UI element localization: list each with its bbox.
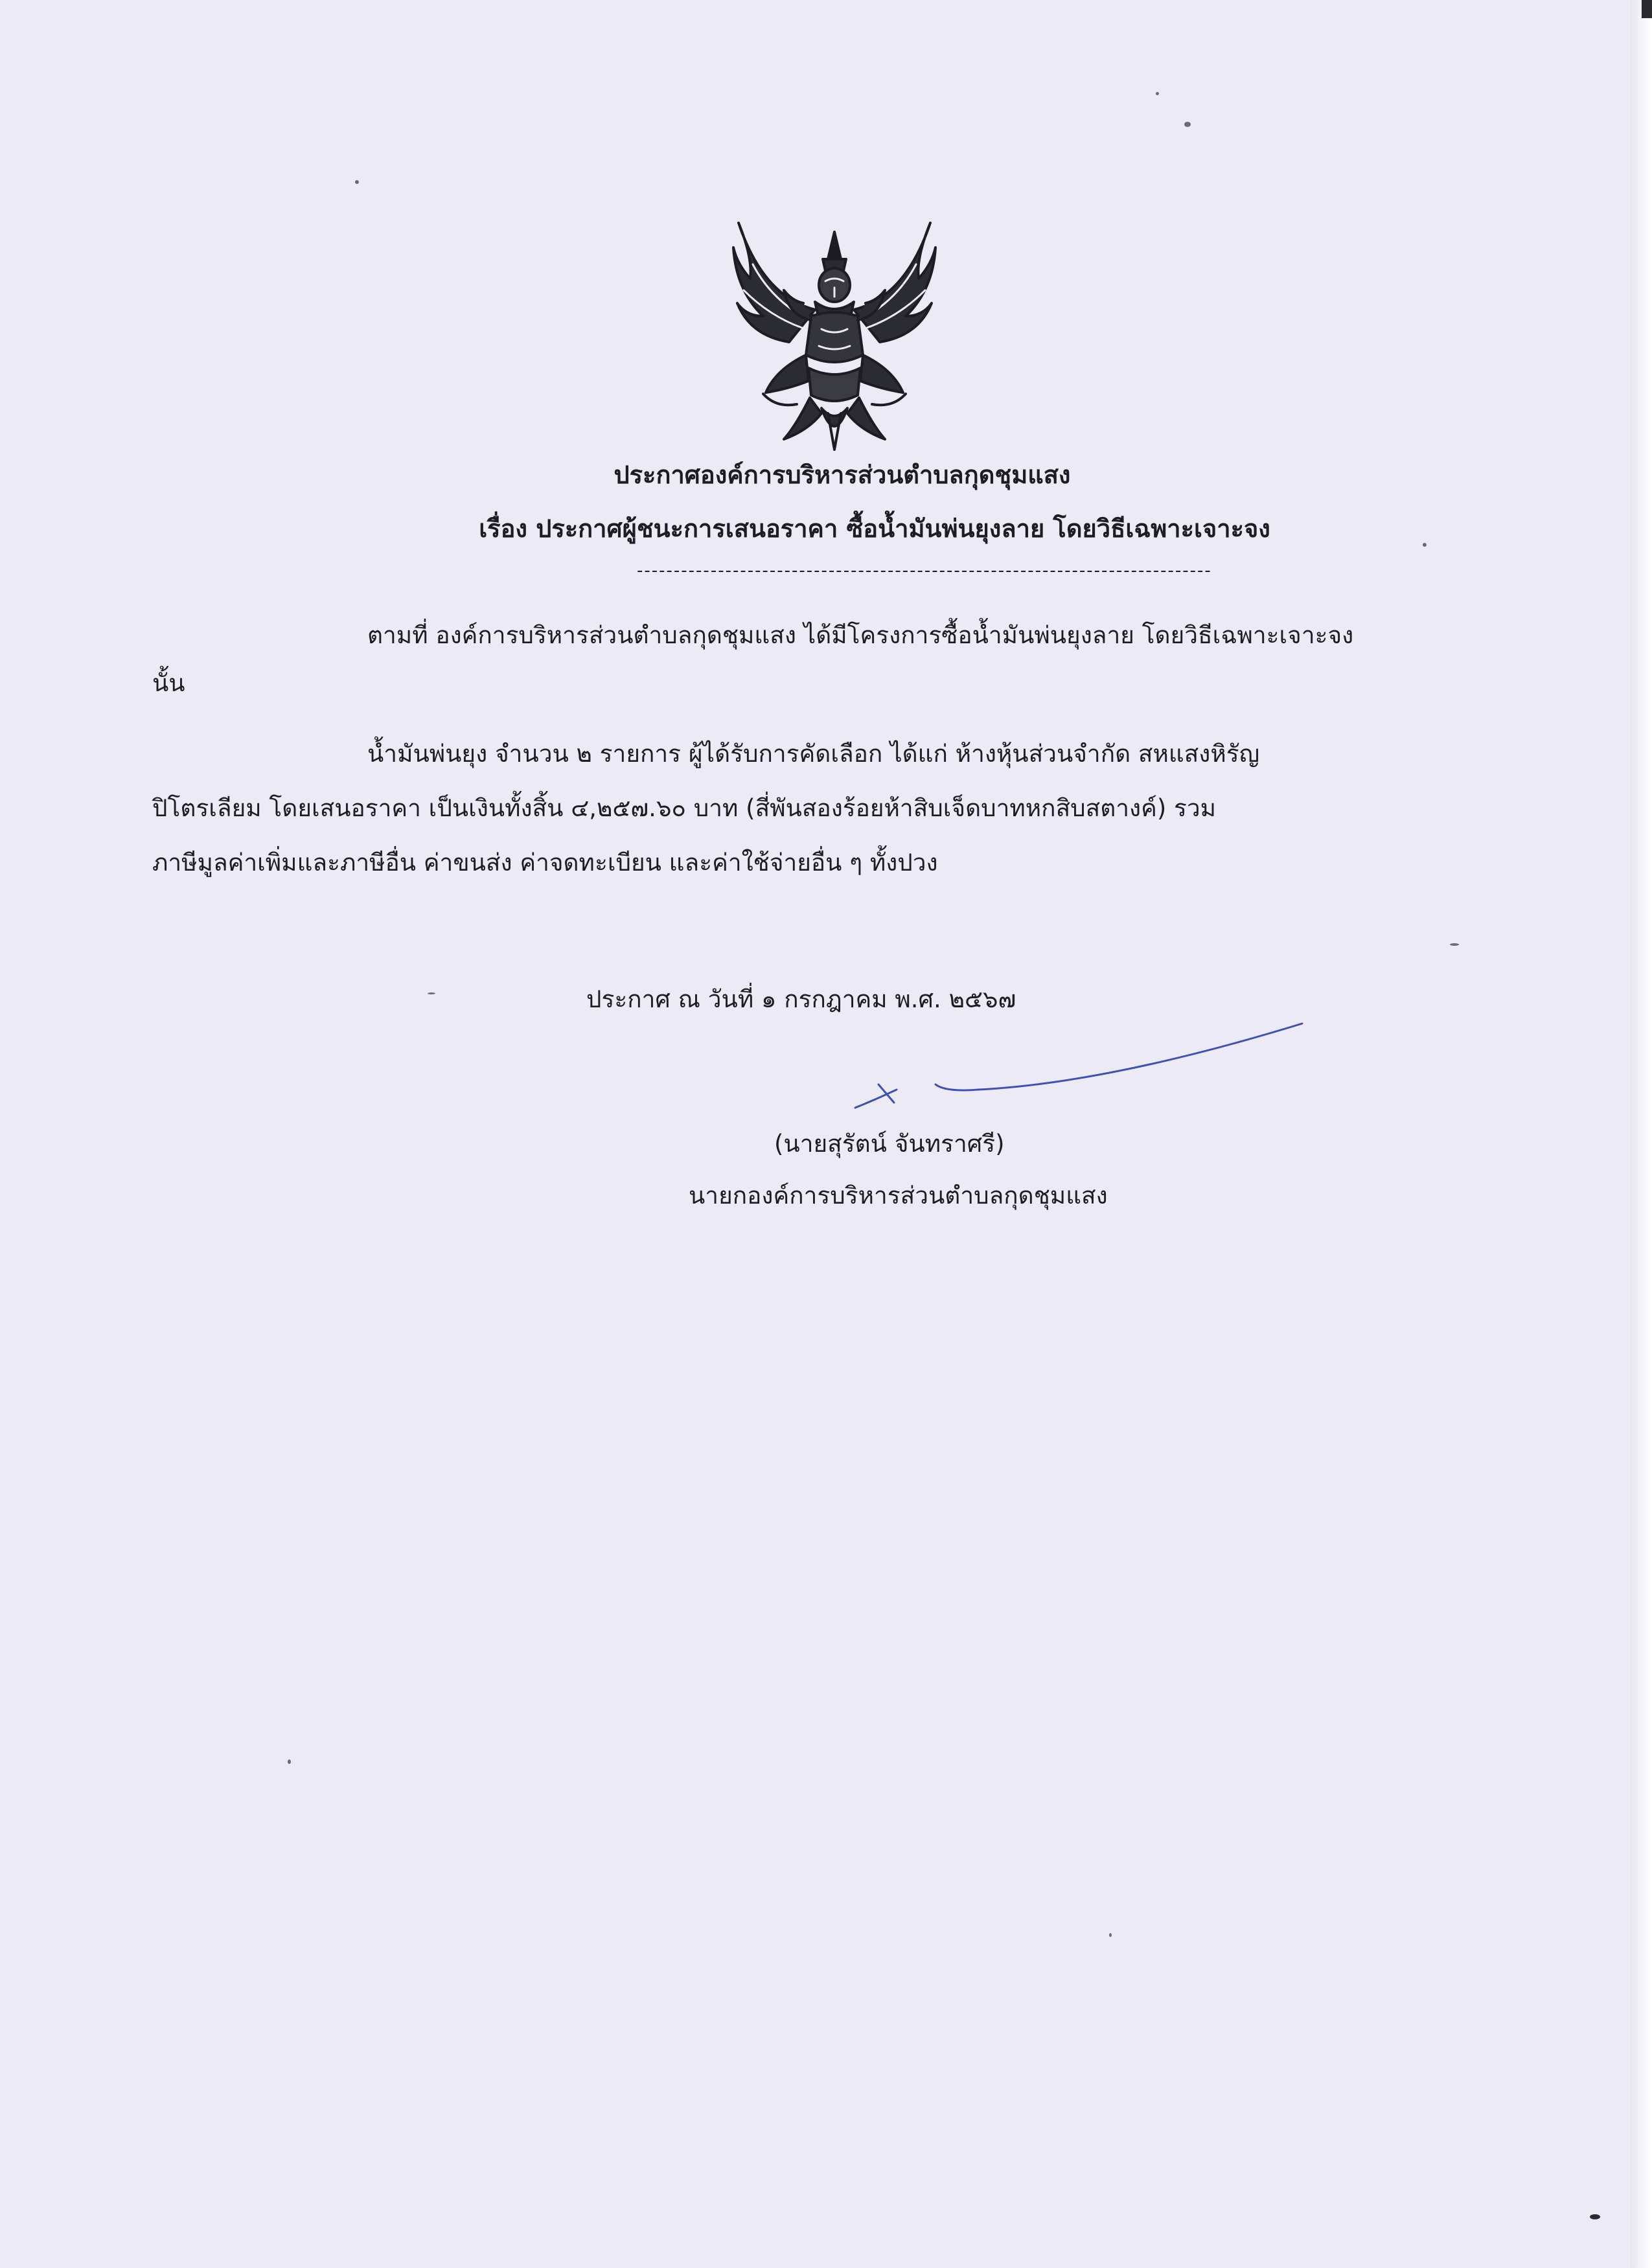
scan-speck bbox=[1423, 543, 1427, 547]
announcement-heading: ประกาศองค์การบริหารส่วนตำบลกุดชุมแสง bbox=[614, 461, 1071, 489]
paragraph2-line2: ปิโตรเลียม โดยเสนอราคา เป็นเงินทั้งสิ้น ๔,๒๕๗.๖๐ บาท (สี่พันสองร้อยห้าสิบเจ็ดบาทหกสิบสตางค์) รวม bbox=[152, 794, 1217, 822]
scan-edge-mark bbox=[1642, 0, 1652, 18]
garuda-emblem-icon bbox=[724, 219, 945, 453]
page-edge-shadow bbox=[1630, 0, 1652, 2268]
announcement-subject: เรื่อง ประกาศผู้ชนะการเสนอราคา ซื้อน้ำมันพ่นยุงลาย โดยวิธีเฉพาะเจาะจง bbox=[479, 514, 1270, 543]
announcement-date: ประกาศ ณ วันที่ ๑ กรกฎาคม พ.ศ. ๒๕๖๗ bbox=[586, 985, 1016, 1013]
scan-speck bbox=[288, 1759, 291, 1764]
signer-name: (นายสุรัตน์ จันทราศรี) bbox=[774, 1130, 1005, 1158]
scan-speck bbox=[355, 180, 359, 184]
paragraph2-line3: ภาษีมูลค่าเพิ่มและภาษีอื่น ค่าขนส่ง ค่าจดทะเบียน และค่าใช้จ่ายอื่น ๆ ทั้งปวง bbox=[152, 849, 938, 876]
scan-speck bbox=[428, 992, 435, 994]
paragraph2-line1: น้ำมันพ่นยุง จำนวน ๒ รายการ ผู้ได้รับการคัดเลือก ได้แก่ ห้างหุ้นส่วนจำกัด สหแสงหิรัญ bbox=[367, 740, 1260, 768]
scan-speck bbox=[1109, 1933, 1112, 1937]
title-divider: ------------------------------------------------------------------------------ bbox=[637, 561, 1212, 580]
paragraph1-line1: ตามที่ องค์การบริหารส่วนตำบลกุดชุมแสง ได้มีโครงการซื้อน้ำมันพ่นยุงลาย โดยวิธีเฉพาะเจาะจง bbox=[367, 621, 1354, 649]
scan-speck bbox=[1156, 92, 1159, 95]
paragraph1-line2: นั้น bbox=[152, 669, 185, 697]
scan-speck bbox=[1450, 943, 1459, 946]
signer-position: นายกองค์การบริหารส่วนตำบลกุดชุมแสง bbox=[689, 1182, 1108, 1209]
scan-speck bbox=[1590, 2214, 1600, 2219]
handwritten-signature bbox=[849, 1017, 1315, 1121]
scan-speck bbox=[1184, 122, 1191, 127]
